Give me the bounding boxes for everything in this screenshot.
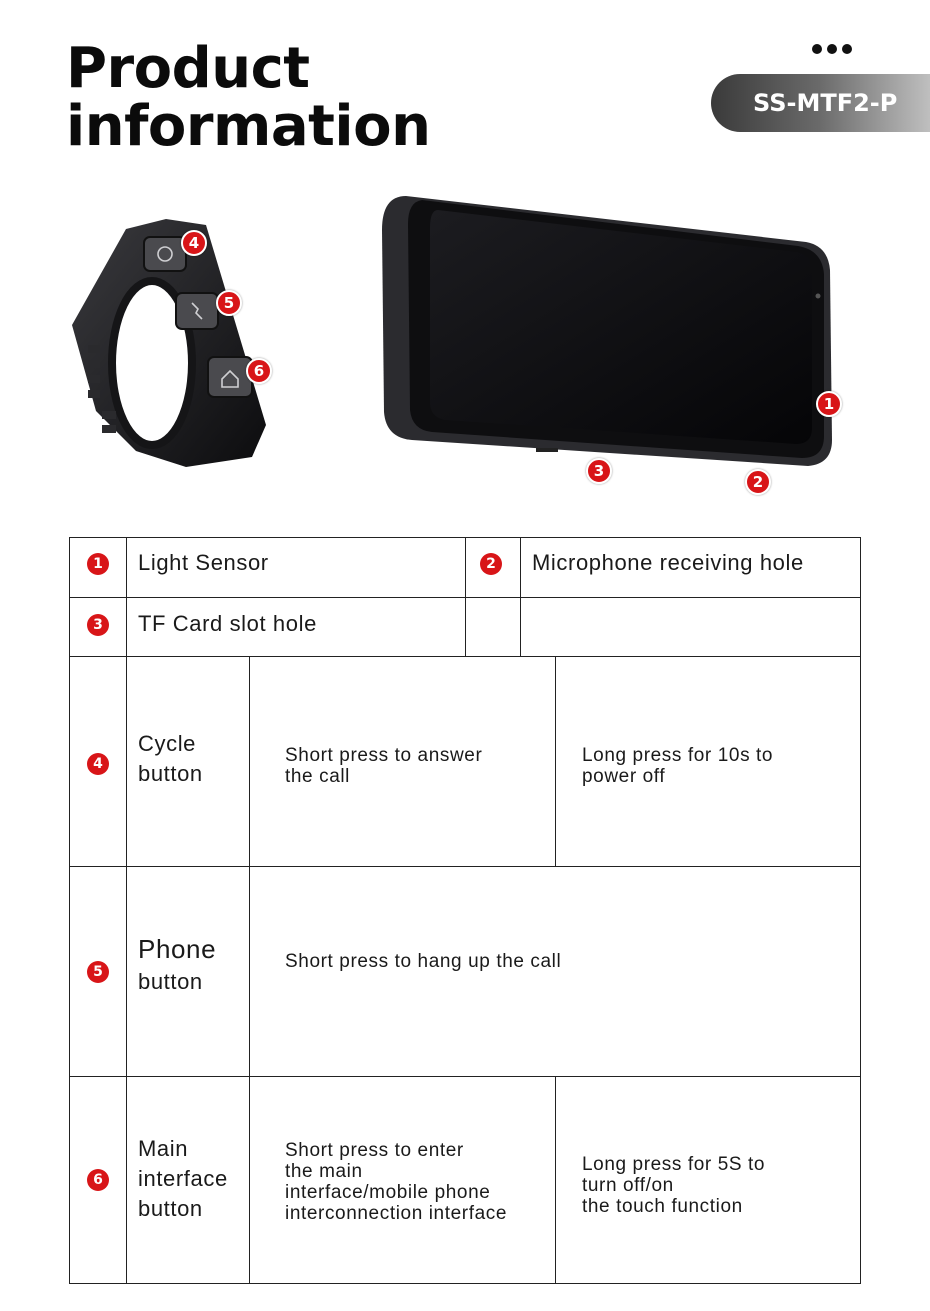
tf-card-slot-label: TF Card slot hole [138, 611, 317, 636]
row-number-2: 2 [480, 553, 502, 575]
microphone-hole-label: Microphone receiving hole [532, 550, 804, 575]
page-title [66, 36, 431, 159]
callout-remote-5: 5 [216, 290, 242, 316]
callout-screen-3: 3 [586, 458, 612, 484]
spec-table [69, 537, 861, 1284]
main-interface-button-name: Main interface button [138, 1136, 228, 1221]
title-line-2: information [66, 94, 431, 159]
more-icon[interactable] [812, 44, 852, 54]
cycle-short-press: Short press to answer the call [285, 745, 483, 787]
callout-screen-2: 2 [745, 469, 771, 495]
callout-remote-4: 4 [181, 230, 207, 256]
main-short-press: Short press to enter the main interface/mobile phone interconnection interface [285, 1140, 508, 1224]
callout-screen-1: 1 [816, 391, 842, 417]
title-line-1: Product [66, 36, 310, 101]
row-number-4: 4 [87, 753, 109, 775]
screen-device-photo [376, 190, 836, 480]
remote-photo [66, 215, 286, 475]
row-number-5: 5 [87, 961, 109, 983]
phone-short-press: Short press to hang up the call [285, 951, 562, 972]
cycle-button-name: Cycle button [138, 731, 203, 786]
row-number-1: 1 [87, 553, 109, 575]
light-sensor-label: Light Sensor [138, 550, 269, 575]
main-long-press: Long press for 5S to turn off/on the touch function [582, 1154, 766, 1217]
row-number-3: 3 [87, 614, 109, 636]
callout-remote-6: 6 [246, 358, 272, 384]
phone-button-name: Phone button [138, 934, 217, 994]
row-number-6: 6 [87, 1169, 109, 1191]
cycle-long-press: Long press for 10s to power off [582, 745, 774, 787]
model-badge: SS-MTF2-P [711, 74, 930, 132]
